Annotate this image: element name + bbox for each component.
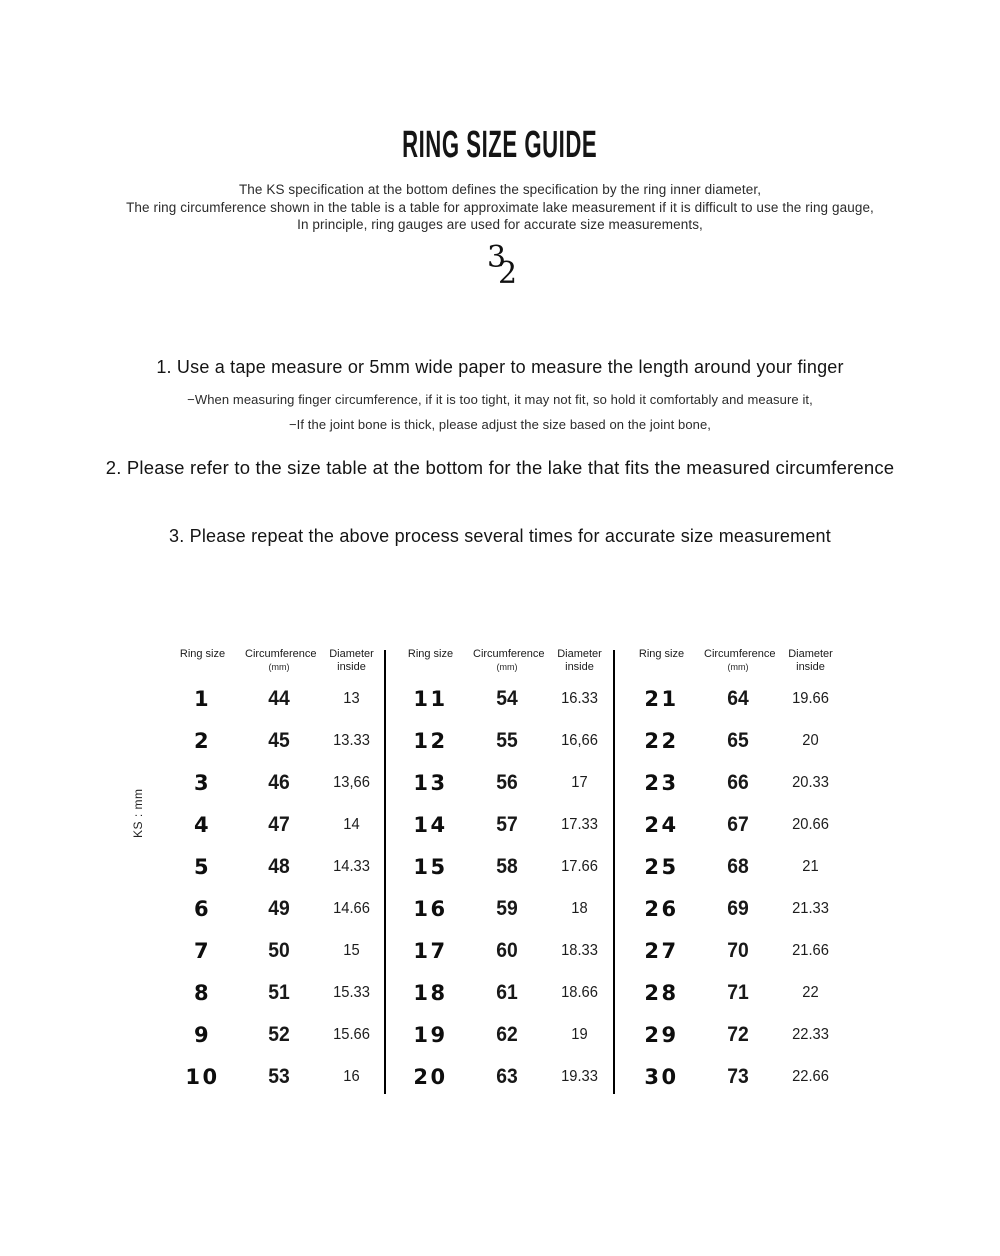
circumference-value: 69 — [727, 897, 749, 920]
diameter-value: 15.33 — [333, 984, 370, 1001]
table-row — [160, 1056, 390, 1098]
circumference-value: 71 — [727, 981, 749, 1004]
diameter-value: 14.33 — [333, 858, 370, 875]
circumference-value: 57 — [496, 813, 518, 836]
ring-size-value: 12 — [413, 729, 448, 753]
diameter-value: 22.33 — [792, 1026, 829, 1043]
table-row — [388, 846, 618, 888]
table-row — [160, 972, 390, 1014]
col-header-circumference-unit: (mm) — [727, 661, 749, 672]
table-row — [619, 888, 849, 930]
diameter-value: 15 — [343, 942, 360, 959]
circumference-value: 49 — [268, 897, 290, 920]
table-rows — [388, 678, 618, 1098]
ring-size-value: 6 — [193, 897, 212, 921]
step-3-text: 3. Please repeat the above process several times for accurate size measurement — [169, 526, 831, 546]
circumference-value: 73 — [727, 1065, 749, 1088]
diameter-value: 18.66 — [561, 984, 598, 1001]
logo-digit-3: 3 — [487, 240, 507, 275]
table-row — [388, 720, 618, 762]
size-table-group-2 — [388, 648, 618, 1098]
circumference-value: 68 — [727, 855, 749, 878]
diameter-value: 16,66 — [561, 732, 598, 749]
circumference-value: 66 — [727, 771, 749, 794]
table-row — [160, 720, 390, 762]
diameter-value: 16.33 — [561, 690, 598, 707]
table-header-row — [160, 648, 390, 678]
page-title — [0, 121, 1000, 168]
table-row — [619, 804, 849, 846]
diameter-value: 19.33 — [561, 1068, 598, 1085]
circumference-value: 53 — [268, 1065, 290, 1088]
ring-size-value: 18 — [413, 981, 448, 1005]
ring-size-value: 16 — [413, 897, 448, 921]
table-header-row — [619, 648, 849, 678]
intro-line-2: The ring circumference shown in the table is a table for approximate lake measurement if it is difficult to use the ring gauge, — [126, 199, 874, 215]
table-row — [160, 762, 390, 804]
diameter-value: 17 — [571, 774, 588, 791]
circumference-value: 55 — [496, 729, 518, 752]
ring-size-value: 26 — [644, 897, 679, 921]
col-header-diameter: Diameter inside — [329, 648, 374, 673]
col-header-circumference-unit: (mm) — [496, 661, 518, 672]
table-row — [619, 1056, 849, 1098]
ring-size-value: 19 — [413, 1023, 448, 1047]
diameter-value: 13 — [343, 690, 360, 707]
ring-size-value: 22 — [644, 729, 679, 753]
circumference-value: 60 — [496, 939, 518, 962]
diameter-value: 19 — [571, 1026, 588, 1043]
ring-size-value: 2 — [193, 729, 212, 753]
col-header-ring-size: Ring size — [407, 648, 454, 660]
table-row — [388, 1056, 618, 1098]
diameter-value: 22 — [802, 984, 819, 1001]
circumference-value: 48 — [268, 855, 290, 878]
ring-size-value: 23 — [644, 771, 679, 795]
table-row — [388, 678, 618, 720]
circumference-value: 45 — [268, 729, 290, 752]
ring-size-value: 28 — [644, 981, 679, 1005]
circumference-value: 67 — [727, 813, 749, 836]
table-row — [388, 762, 618, 804]
diameter-value: 14 — [343, 816, 360, 833]
diameter-value: 17.33 — [561, 816, 598, 833]
circumference-value: 62 — [496, 1023, 518, 1046]
diameter-value: 16 — [343, 1068, 360, 1085]
table-row — [388, 930, 618, 972]
diameter-value: 22.66 — [792, 1068, 829, 1085]
circumference-value: 51 — [268, 981, 290, 1004]
ring-size-value: 3 — [193, 771, 212, 795]
brand-32-logo — [485, 240, 525, 293]
step-1-text: 1. Use a tape measure or 5mm wide paper to measure the length around your finger — [156, 357, 844, 377]
intro-line-3: In principle, ring gauges are used for accurate size measurements, — [297, 217, 703, 232]
ring-size-value: 25 — [644, 855, 679, 879]
intro-paragraph — [0, 181, 1000, 234]
table-header-row — [388, 648, 618, 678]
ks-unit-note: KS : mm — [131, 788, 145, 838]
col-header-circumference: Circumference (mm) — [473, 648, 545, 672]
page-title-text: RING SIZE GUIDE — [402, 122, 598, 166]
ring-size-value: 7 — [193, 939, 212, 963]
col-header-diameter: Diameter inside — [788, 648, 833, 673]
circumference-value: 72 — [727, 1023, 749, 1046]
table-row — [160, 804, 390, 846]
diameter-value: 13,66 — [333, 774, 370, 791]
circumference-value: 65 — [727, 729, 749, 752]
diameter-value: 20.66 — [792, 816, 829, 833]
table-row — [619, 720, 849, 762]
circumference-value: 63 — [496, 1065, 518, 1088]
col-header-circumference-unit: (mm) — [268, 661, 290, 672]
ring-size-value: 29 — [644, 1023, 679, 1047]
ring-size-value: 4 — [193, 813, 212, 837]
diameter-value: 13.33 — [333, 732, 370, 749]
ring-size-value: 20 — [413, 1065, 448, 1089]
col-header-circumference: Circumference (mm) — [245, 648, 317, 672]
table-row — [619, 678, 849, 720]
diameter-value: 14.66 — [333, 900, 370, 917]
diameter-value: 18.33 — [561, 942, 598, 959]
circumference-value: 58 — [496, 855, 518, 878]
diameter-value: 20 — [802, 732, 819, 749]
circumference-value: 54 — [496, 687, 518, 710]
table-row — [388, 1014, 618, 1056]
diameter-value: 20.33 — [792, 774, 829, 791]
circumference-value: 59 — [496, 897, 518, 920]
ring-size-value: 14 — [413, 813, 448, 837]
circumference-value: 56 — [496, 771, 518, 794]
table-row — [388, 888, 618, 930]
table-row — [160, 930, 390, 972]
col-header-circumference: Circumference (mm) — [704, 648, 776, 672]
ring-size-value: 15 — [413, 855, 448, 879]
size-table-group-3 — [619, 648, 849, 1098]
ring-size-value: 24 — [644, 813, 679, 837]
table-row — [160, 678, 390, 720]
table-row — [619, 846, 849, 888]
table-row — [619, 762, 849, 804]
diameter-value: 21.33 — [792, 900, 829, 917]
table-row — [388, 972, 618, 1014]
circumference-value: 64 — [727, 687, 749, 710]
table-row — [160, 1014, 390, 1056]
ring-size-value: 21 — [644, 687, 679, 711]
diameter-value: 17.66 — [561, 858, 598, 875]
diameter-value: 18 — [571, 900, 588, 917]
ring-size-value: 30 — [644, 1065, 679, 1089]
table-row — [160, 888, 390, 930]
ring-size-value: 9 — [193, 1023, 212, 1047]
circumference-value: 61 — [496, 981, 518, 1004]
diameter-value: 21.66 — [792, 942, 829, 959]
diameter-value: 19.66 — [792, 690, 829, 707]
table-row — [619, 1014, 849, 1056]
ring-size-value: 10 — [185, 1065, 220, 1089]
ring-size-value: 8 — [193, 981, 212, 1005]
size-table-group-1 — [160, 648, 390, 1098]
step-1-subnote-1: −When measuring finger circumference, if it is too tight, it may not fit, so hold it comfortably and measure it, — [187, 392, 813, 407]
table-row — [619, 972, 849, 1014]
ring-size-value: 5 — [193, 855, 212, 879]
step-1-subnote-2: −If the joint bone is thick, please adjust the size based on the joint bone, — [288, 417, 712, 432]
col-header-ring-size: Ring size — [179, 648, 226, 660]
ring-size-value: 11 — [413, 687, 448, 711]
intro-line-1: The KS specification at the bottom defines the specification by the ring inner diameter, — [238, 182, 762, 197]
circumference-value: 47 — [268, 813, 290, 836]
logo-digit-2: 2 — [498, 256, 518, 291]
circumference-value: 70 — [727, 939, 749, 962]
ring-size-value: 13 — [413, 771, 448, 795]
col-header-diameter: Diameter inside — [557, 648, 602, 673]
table-row — [619, 930, 849, 972]
circumference-value: 50 — [268, 939, 290, 962]
circumference-value: 44 — [268, 687, 290, 710]
col-header-ring-size: Ring size — [638, 648, 685, 660]
ring-size-value: 17 — [413, 939, 448, 963]
step-2-text: 2. Please refer to the size table at the bottom for the lake that fits the measured circumference — [105, 457, 895, 478]
diameter-value: 21 — [802, 858, 819, 875]
table-row — [160, 846, 390, 888]
ring-size-value: 1 — [193, 687, 212, 711]
table-rows — [619, 678, 849, 1098]
ring-size-value: 27 — [644, 939, 679, 963]
diameter-value: 15.66 — [333, 1026, 370, 1043]
table-rows — [160, 678, 390, 1098]
circumference-value: 52 — [268, 1023, 290, 1046]
table-row — [388, 804, 618, 846]
circumference-value: 46 — [268, 771, 290, 794]
